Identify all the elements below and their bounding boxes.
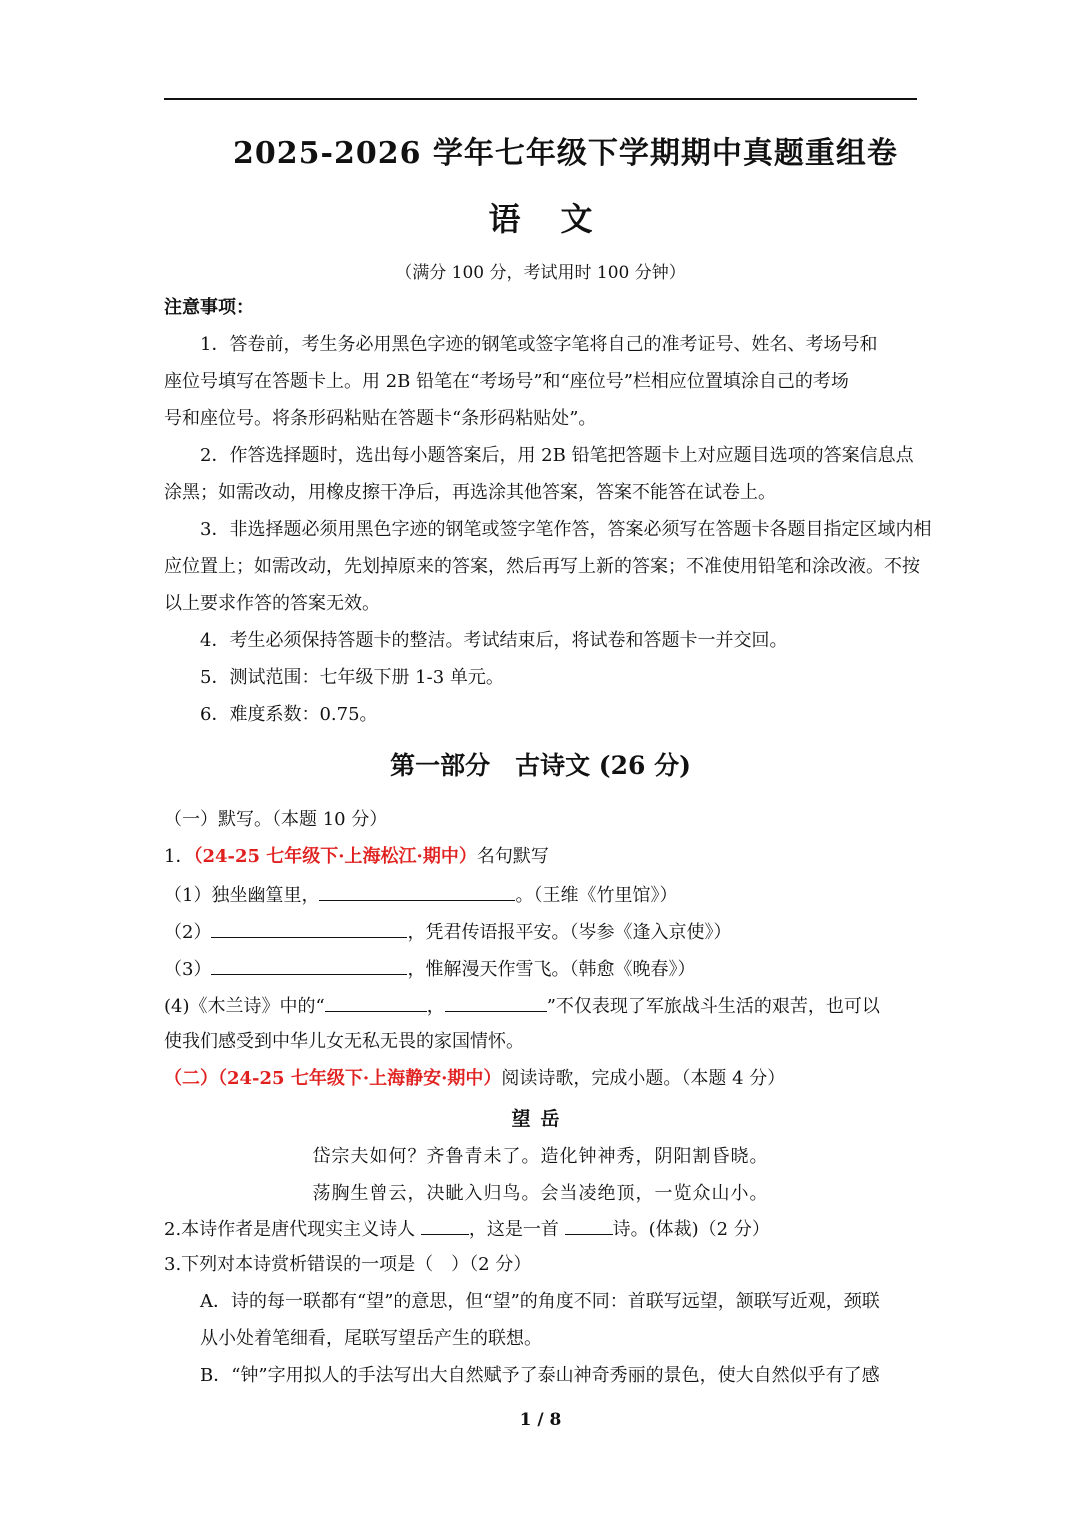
answer-blank[interactable] bbox=[421, 1216, 469, 1235]
notice-line: 以上要求作答的答案无效。 bbox=[164, 593, 380, 614]
question-1-4-cont: 使我们感受到中华儿女无私无畏的家国情怀。 bbox=[164, 1031, 524, 1052]
option-a: A．诗的每一联都有“望”的意思，但“望”的角度不同：首联写远望，颔联写近观，颈联 bbox=[200, 1291, 880, 1312]
page-number: 1 / 8 bbox=[519, 1410, 562, 1430]
question-1-1 bbox=[164, 882, 917, 908]
question-text: ， bbox=[426, 996, 445, 1017]
notice-line: 6．难度系数：0.75。 bbox=[200, 704, 378, 725]
section-two-heading bbox=[164, 1067, 917, 1091]
question-text: 诗。(体裁)（2 分） bbox=[612, 1219, 770, 1240]
section-number: （二） bbox=[164, 1068, 218, 1089]
answer-blank[interactable] bbox=[565, 1216, 613, 1235]
question-text: ，凭君传语报平安。（岑参《逢入京使》） bbox=[407, 922, 732, 943]
header-rule bbox=[164, 98, 917, 100]
answer-blank[interactable] bbox=[319, 882, 515, 901]
notice-heading: 注意事项： bbox=[164, 297, 254, 318]
question-source: （24-25 七年级下·上海松江·期中） bbox=[193, 846, 477, 867]
question-1 bbox=[164, 845, 917, 869]
question-text: 阅读诗歌，完成小题。（本题 4 分） bbox=[501, 1068, 786, 1089]
question-text: （2） bbox=[164, 922, 212, 943]
subject-title: 语文 bbox=[488, 200, 633, 238]
poem-line: 荡胸生曾云，决眦入归鸟。会当凌绝顶，一览众山小。 bbox=[312, 1183, 769, 1204]
notice-line: 应位置上；如需改动，先划掉原来的答案，然后再写上新的答案；不准使用铅笔和涂改液。不按 bbox=[164, 556, 920, 577]
question-text: （3） bbox=[164, 959, 212, 980]
notice-line: 涂黑；如需改动，用橡皮擦干净后，再选涂其他答案，答案不能答在试卷上。 bbox=[164, 482, 776, 503]
answer-blank[interactable] bbox=[211, 919, 407, 938]
notice-line: 1．答卷前，考生务必用黑色字迹的钢笔或签字笔将自己的准考证号、姓名、考场号和 bbox=[200, 334, 878, 355]
notice-line: 座位号填写在答题卡上。用 2B 铅笔在“考场号”和“座位号”栏相应位置填涂自己的考场 bbox=[164, 371, 849, 392]
question-3: 3.下列对本诗赏析错误的一项是（ ）（2 分） bbox=[164, 1254, 532, 1275]
answer-blank[interactable] bbox=[445, 993, 547, 1012]
notice-line: 2．作答选择题时，选出每小题答案后，用 2B 铅笔把答题卡上对应题目选项的答案信息点 bbox=[200, 445, 914, 466]
question-text: 2.本诗作者是唐代现实主义诗人 bbox=[164, 1219, 421, 1240]
question-text: （1）独坐幽篁里， bbox=[164, 885, 320, 906]
question-2 bbox=[164, 1216, 917, 1242]
notice-line: 5．测试范围：七年级下册 1-3 单元。 bbox=[200, 667, 504, 688]
notice-line: 4．考生必须保持答题卡的整洁。考试结束后，将试卷和答题卡一并交回。 bbox=[200, 630, 788, 651]
exam-title: 2025-2026 学年七年级下学期期中真题重组卷 bbox=[233, 136, 898, 171]
question-text: ，惟解漫天作雪飞。（韩愈《晚春》） bbox=[407, 959, 696, 980]
score-note: （满分 100 分，考试用时 100 分钟） bbox=[395, 263, 686, 283]
question-text: 名句默写 bbox=[476, 846, 549, 867]
question-text: ，这是一首 bbox=[468, 1219, 565, 1240]
poem-line: 岱宗夫如何？齐鲁青未了。造化钟神秀，阴阳割昏晓。 bbox=[312, 1146, 769, 1167]
question-text: ”不仅表现了军旅战斗生活的艰苦，也可以 bbox=[546, 996, 880, 1017]
part1-title: 第一部分 古诗文 (26 分) bbox=[390, 751, 691, 780]
answer-blank[interactable] bbox=[325, 993, 427, 1012]
answer-blank[interactable] bbox=[211, 956, 407, 975]
question-1-2 bbox=[164, 919, 917, 945]
question-1-4 bbox=[164, 993, 917, 1019]
question-1-3 bbox=[164, 956, 917, 982]
poem-title: 望岳 bbox=[511, 1108, 570, 1130]
question-number: 1． bbox=[164, 846, 194, 867]
option-b: B．“钟”字用拟人的手法写出大自然赋予了泰山神奇秀丽的景色，使大自然似乎有了感 bbox=[200, 1365, 880, 1386]
notice-line: 号和座位号。将条形码粘贴在答题卡“条形码粘贴处”。 bbox=[164, 408, 597, 429]
section-one-heading: （一）默写。（本题 10 分） bbox=[164, 809, 388, 830]
question-source: （24-25 七年级下·上海静安·期中） bbox=[218, 1068, 502, 1089]
question-text: (4)《木兰诗》中的“ bbox=[164, 996, 325, 1017]
question-text: 。（王维《竹里馆》） bbox=[515, 885, 678, 906]
option-a-cont: 从小处着笔细看，尾联写望岳产生的联想。 bbox=[200, 1328, 542, 1349]
notice-line: 3．非选择题必须用黑色字迹的钢笔或签字笔作答，答案必须写在答题卡各题目指定区域内相 bbox=[200, 519, 932, 540]
